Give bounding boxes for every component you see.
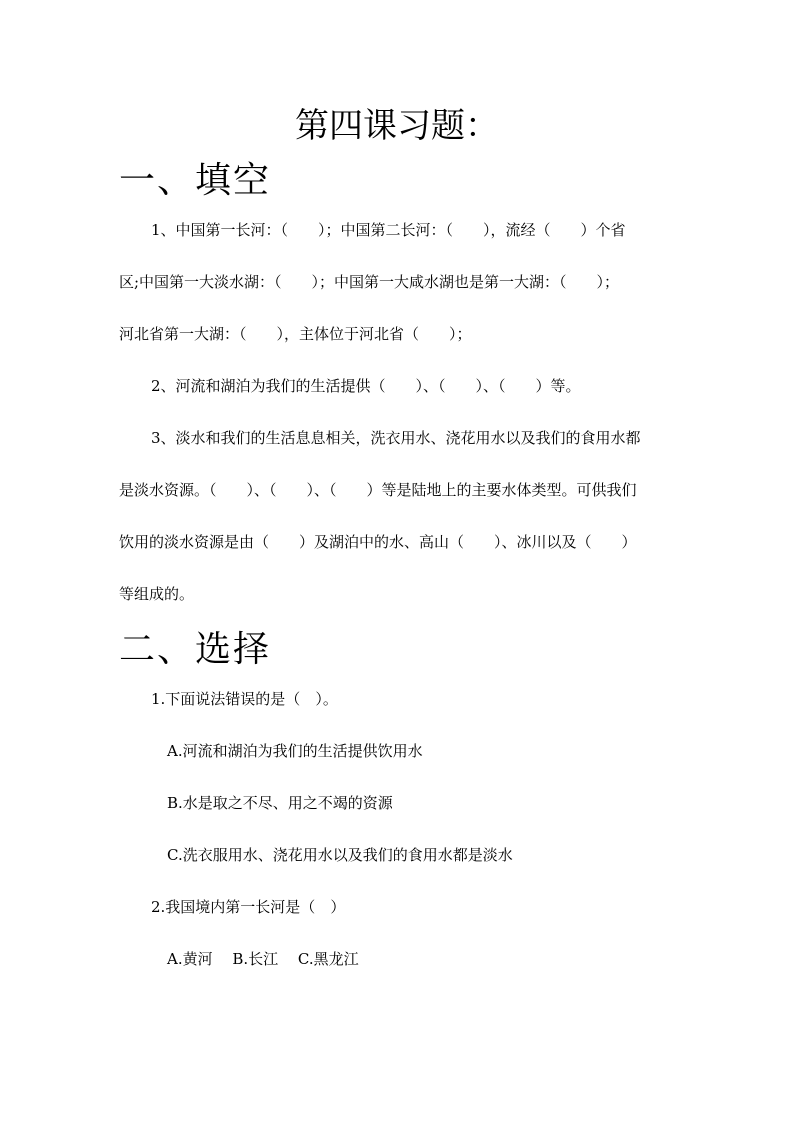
choice-question-1-option-c: C.洗衣服用水、浇花用水以及我们的食用水都是淡水 — [167, 846, 513, 864]
fill-question-2: 2、河流和湖泊为我们的生活提供（ ）、（ ）、（ ）等。 — [151, 377, 581, 395]
fill-question-3-line-3: 饮用的淡水资源是由（ ）及湖泊中的水、高山（ ）、冰川以及（ ） — [119, 533, 637, 551]
page-title: 第四课习题： — [295, 106, 499, 146]
fill-question-3-line-4: 等组成的。 — [119, 585, 195, 603]
fill-question-1-line-1: 1、中国第一长河：（ ）；中国第二长河：（ ），流经（ ）个省 — [151, 221, 626, 239]
fill-question-3-line-1: 3、淡水和我们的生活息息相关，洗衣用水、浇花用水以及我们的食用水都 — [151, 429, 641, 447]
fill-question-3-line-2: 是淡水资源。（ ）、（ ）、（ ）等是陆地上的主要水体类型。可供我们 — [119, 481, 637, 499]
choice-question-1-option-a: A.河流和湖泊为我们的生活提供饮用水 — [167, 742, 423, 760]
choice-question-1-option-b: B.水是取之不尽、用之不竭的资源 — [167, 794, 393, 812]
choice-question-1-stem: 1.下面说法错误的是（ ）。 — [151, 690, 338, 708]
fill-question-1-line-3: 河北省第一大湖：（ ），主体位于河北省（ ）； — [119, 325, 472, 343]
fill-question-1-line-2: 区;中国第一大淡水湖：（ ）；中国第一大咸水湖也是第一大湖：（ ）； — [119, 273, 620, 291]
choice-question-2-options: A.黄河 B.长江 C.黑龙江 — [167, 950, 359, 968]
section-heading-fill-in: 一、填空 — [119, 160, 272, 201]
choice-question-2-stem: 2.我国境内第一长河是（ ） — [151, 898, 346, 916]
section-heading-choice: 二、选择 — [119, 629, 272, 670]
